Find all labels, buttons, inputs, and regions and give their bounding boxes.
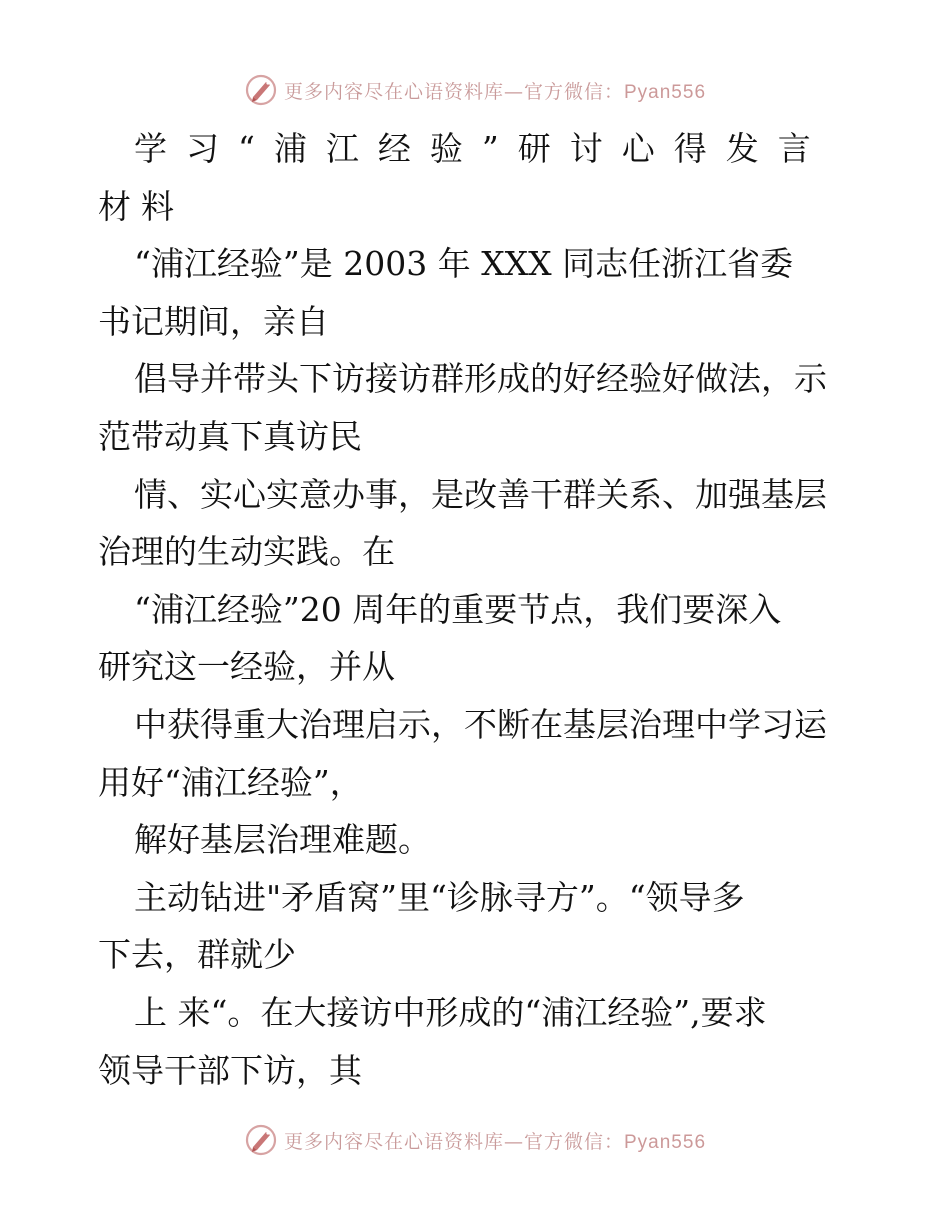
header-watermark <box>0 70 950 110</box>
paragraph-line: “浦江经验”20 周年的重要节点，我们要深入 <box>134 589 782 629</box>
paragraph-lines <box>98 235 858 1099</box>
paragraph-line: 领导干部下访，其 <box>98 1050 362 1090</box>
document-body <box>98 120 858 1099</box>
paragraph-line: 解好基层治理难题。 <box>134 820 431 860</box>
paragraph-line: “浦江经验”是 2003 年 XXX 同志任浙江省委 <box>134 244 794 284</box>
paragraph-line: 治理的生动实践。在 <box>98 532 395 572</box>
pen-logo-icon <box>244 1123 278 1157</box>
paragraph-line: 下去，群就少 <box>98 935 296 975</box>
paragraph-line: 研究这一经验，并从 <box>98 647 395 687</box>
paragraph-line: 情、实心实意办事，是改善干群关系、加强基层 <box>134 474 827 514</box>
document-title-continued: 材料 <box>98 186 184 226</box>
document-title: 学习“浦江经验”研讨心得发言 <box>134 129 830 168</box>
pen-logo-icon <box>244 73 278 107</box>
watermark-text: 更多内容尽在心语资料库—官方微信：Pyan556 <box>283 1130 707 1153</box>
watermark-text: 更多内容尽在心语资料库—官方微信：Pyan556 <box>283 80 707 103</box>
footer-watermark <box>0 1120 950 1160</box>
paragraph-line: 范带动真下真访民 <box>98 416 362 456</box>
paragraph-line: 倡导并带头下访接访群形成的好经验好做法，示 <box>134 359 827 399</box>
paragraph-line: 书记期间，亲自 <box>98 301 329 341</box>
paragraph-line: 主动钻进"矛盾窝”里“诊脉寻方”。“领导多 <box>134 877 745 917</box>
paragraph-line: 上 来“。在大接访中形成的“浦江经验”,要求 <box>134 992 767 1032</box>
paragraph-line: 用好“浦江经验”， <box>98 762 363 802</box>
paragraph-line: 中获得重大治理启示，不断在基层治理中学习运 <box>134 704 827 744</box>
